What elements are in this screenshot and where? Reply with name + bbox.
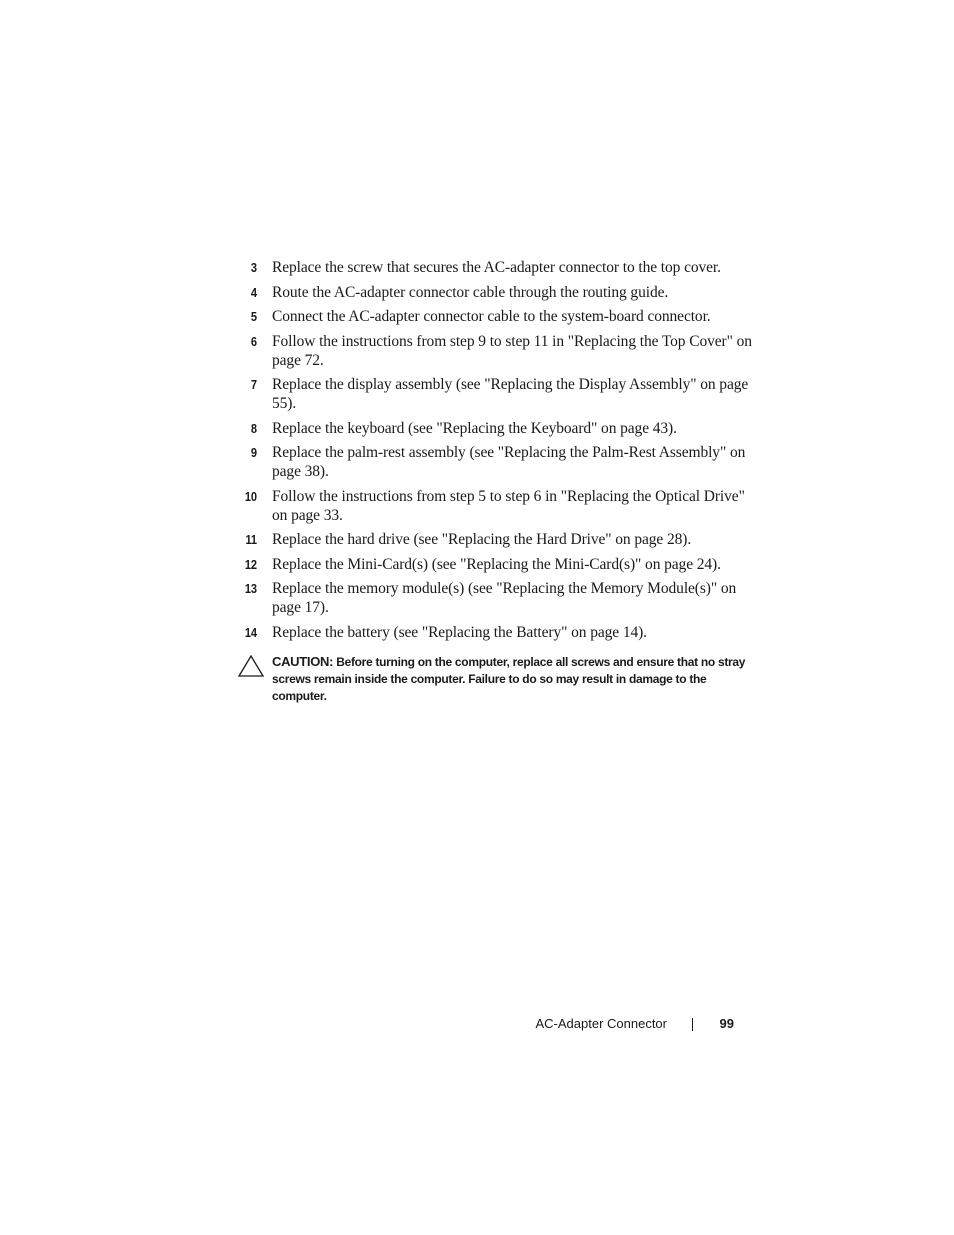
step-item (236, 332, 756, 370)
step-text: Connect the AC-adapter connector cable to the system-board connector. (272, 308, 711, 325)
step-number: 9 (250, 445, 257, 460)
step-item (236, 419, 756, 438)
step-text: Replace the keyboard (see "Replacing the Keyboard" on page 43). (272, 419, 677, 437)
step-text: Replace the hard drive (see "Replacing the Hard Drive" on page 28). (272, 531, 692, 548)
step-number: 5 (250, 309, 257, 324)
footer-divider (692, 1018, 693, 1031)
step-text: Replace the memory module(s) (see "Replacing the Memory Module(s)" on page 17). (272, 580, 737, 616)
step-text: Follow the instructions from step 5 to step 6 in "Replacing the Optical Drive" on page 33. (272, 487, 745, 524)
step-number: 6 (250, 333, 257, 349)
step-number: 7 (250, 377, 257, 392)
step-item (236, 555, 756, 574)
step-item (236, 443, 756, 481)
procedure-steps (236, 258, 756, 647)
step-number: 14 (244, 624, 257, 640)
step-item (236, 375, 756, 413)
page-footer (450, 1014, 734, 1034)
step-number: 8 (250, 420, 257, 436)
footer-section-title: AC-Adapter Connector (535, 1016, 667, 1031)
caution-label: CAUTION: (272, 654, 334, 669)
step-item (236, 307, 756, 326)
step-item (236, 579, 756, 617)
step-item (236, 258, 756, 277)
step-text: Replace the screw that secures the AC-adapter connector to the top cover. (272, 259, 721, 276)
caution-triangle-icon (238, 655, 264, 677)
step-text: Replace the display assembly (see "Replacing the Display Assembly" on page 55). (272, 376, 749, 412)
step-text: Replace the battery (see "Replacing the Battery" on page 14). (272, 623, 647, 641)
step-item (236, 283, 756, 302)
caution-notice (238, 653, 748, 705)
step-number: 11 (245, 532, 257, 547)
step-item (236, 530, 756, 549)
step-text: Replace the palm-rest assembly (see "Replacing the Palm-Rest Assembly" on page 38). (272, 444, 746, 480)
step-number: 13 (244, 581, 257, 596)
footer-page-number: 99 (719, 1016, 734, 1031)
step-number: 10 (244, 488, 257, 504)
step-item (236, 487, 756, 525)
caution-text (272, 653, 748, 705)
step-number: 4 (250, 284, 257, 300)
caution-body: Before turning on the computer, replace all screws and ensure that no stray screws remain inside the computer. Failure to do so may result in damage to the computer. (272, 655, 746, 703)
step-number: 12 (244, 556, 257, 572)
step-number: 3 (250, 260, 257, 275)
step-item (236, 623, 756, 642)
step-text: Replace the Mini-Card(s) (see "Replacing the Mini-Card(s)" on page 24). (272, 555, 721, 573)
step-text: Route the AC-adapter connector cable through the routing guide. (272, 283, 669, 301)
step-text: Follow the instructions from step 9 to step 11 in "Replacing the Top Cover" on page 72. (272, 332, 752, 369)
